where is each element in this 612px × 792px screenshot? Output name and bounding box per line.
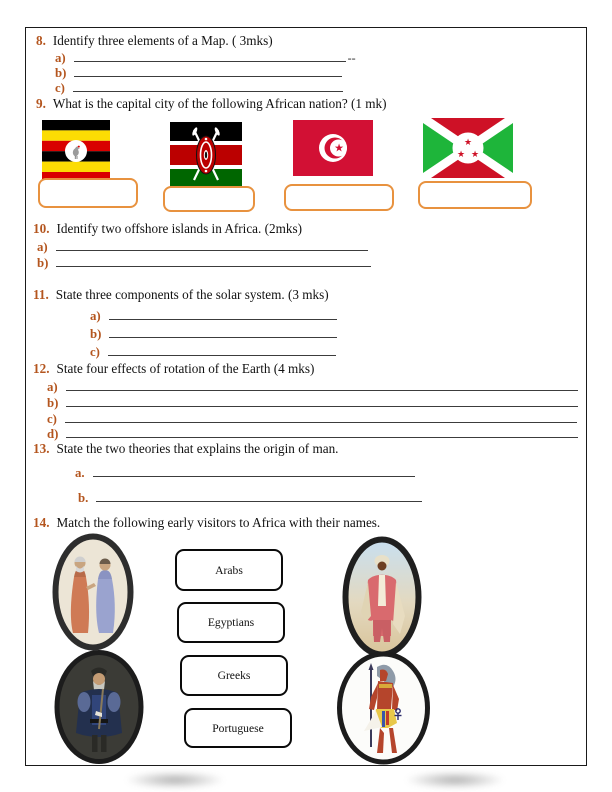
q12-answer-b <box>47 394 578 411</box>
question-12 <box>33 361 314 377</box>
q12-label-d: d) <box>47 427 59 441</box>
match-option-portuguese[interactable] <box>184 708 292 748</box>
q13-answer-a <box>75 464 415 481</box>
question-11-text: State three components of the solar system. (3 mks) <box>55 287 329 302</box>
q13-answer-line-a[interactable] <box>93 464 415 477</box>
q10-label-a: a) <box>37 240 48 254</box>
q8-answer-line-c[interactable] <box>73 79 343 92</box>
q8-answer-c <box>55 79 343 96</box>
question-12-number: 12. <box>33 361 50 376</box>
q12-answer-line-c[interactable] <box>65 410 577 423</box>
svg-text:★: ★ <box>334 141 344 155</box>
arab-trader-image <box>342 536 422 663</box>
q8-label-b: b) <box>55 66 67 80</box>
match-option-portuguese-label: Portuguese <box>212 721 264 735</box>
question-11-number: 11. <box>33 287 49 302</box>
question-9 <box>36 96 387 112</box>
q11-answer-a <box>90 307 337 324</box>
question-13-text: State the two theories that explains the origin of man. <box>56 441 339 456</box>
greek-philosophers-image <box>52 533 134 656</box>
q11-label-a: a) <box>90 309 101 323</box>
q11-answer-line-c[interactable] <box>108 343 336 356</box>
match-option-arabs-label: Arabs <box>215 563 243 577</box>
capital-answer-box-kenya[interactable] <box>163 186 255 212</box>
capital-answer-box-burundi[interactable] <box>418 181 532 209</box>
q11-answer-c <box>90 343 336 360</box>
q10-answer-line-b[interactable] <box>56 254 371 267</box>
q12-answer-line-d[interactable] <box>66 425 578 438</box>
q11-answer-line-a[interactable] <box>109 307 337 320</box>
capital-answer-box-uganda[interactable] <box>38 178 138 208</box>
match-option-greeks-label: Greeks <box>217 669 251 682</box>
svg-text:★: ★ <box>456 150 466 160</box>
q11-answer-b <box>90 325 337 342</box>
tunisia-flag <box>293 120 373 181</box>
page-shadow-right <box>405 771 505 789</box>
q12-answer-line-b[interactable] <box>66 394 578 407</box>
question-14-text: Match the following early visitors to Africa with their names. <box>56 515 381 530</box>
question-13-number: 13. <box>33 441 50 456</box>
q8-trailing-dashes: -- <box>347 51 356 65</box>
question-13 <box>33 441 338 457</box>
q11-answer-line-b[interactable] <box>109 325 337 338</box>
q12-label-b: b) <box>47 396 59 410</box>
match-option-arabs[interactable] <box>175 549 283 591</box>
egyptian-pharaoh-image <box>336 651 431 770</box>
q10-answer-a <box>37 238 368 255</box>
question-8-text: Identify three elements of a Map. ( 3mks) <box>52 33 273 48</box>
q11-label-c: c) <box>90 345 100 359</box>
question-8-number: 8. <box>36 33 46 48</box>
question-14-number: 14. <box>33 515 50 530</box>
question-9-text: What is the capital city of the following African nation? (1 mk) <box>52 96 387 111</box>
question-14 <box>33 515 380 531</box>
q10-answer-b <box>37 254 371 271</box>
q10-label-b: b) <box>37 256 49 270</box>
svg-text:★: ★ <box>470 150 480 160</box>
q13-answer-line-b[interactable] <box>96 489 422 502</box>
q8-label-a: a) <box>55 51 66 65</box>
q12-label-a: a) <box>47 380 58 394</box>
question-10-number: 10. <box>33 221 50 236</box>
question-10 <box>33 221 302 237</box>
match-option-greeks[interactable] <box>180 655 288 696</box>
q12-answer-line-a[interactable] <box>66 378 578 391</box>
kenya-flag <box>170 122 242 193</box>
question-11 <box>33 287 329 303</box>
uganda-flag <box>42 120 110 187</box>
q12-label-c: c) <box>47 412 57 426</box>
page-shadow-left <box>125 771 225 789</box>
question-8 <box>36 33 273 49</box>
question-10-text: Identify two offshore islands in Africa. (2mks) <box>56 221 302 236</box>
portuguese-explorer-image <box>54 649 144 770</box>
match-option-egyptians[interactable] <box>177 602 285 643</box>
q10-answer-line-a[interactable] <box>56 238 368 251</box>
q8-label-c: c) <box>55 81 65 95</box>
q13-label-a: a. <box>75 466 85 480</box>
q12-answer-a <box>47 378 578 395</box>
question-12-text: State four effects of rotation of the Earth (4 mks) <box>56 361 315 376</box>
match-option-egyptians-label: Egyptians <box>207 616 255 629</box>
burundi-flag <box>423 118 513 183</box>
svg-text:★: ★ <box>463 138 473 148</box>
q11-label-b: b) <box>90 327 102 341</box>
q13-label-b: b. <box>78 491 89 505</box>
q8-answer-line-a[interactable] <box>74 49 346 62</box>
question-9-number: 9. <box>36 96 46 111</box>
q8-answer-line-b[interactable] <box>74 64 342 77</box>
q13-answer-b <box>78 489 422 506</box>
q12-answer-d <box>47 425 578 442</box>
capital-answer-box-tunisia[interactable] <box>284 184 394 211</box>
